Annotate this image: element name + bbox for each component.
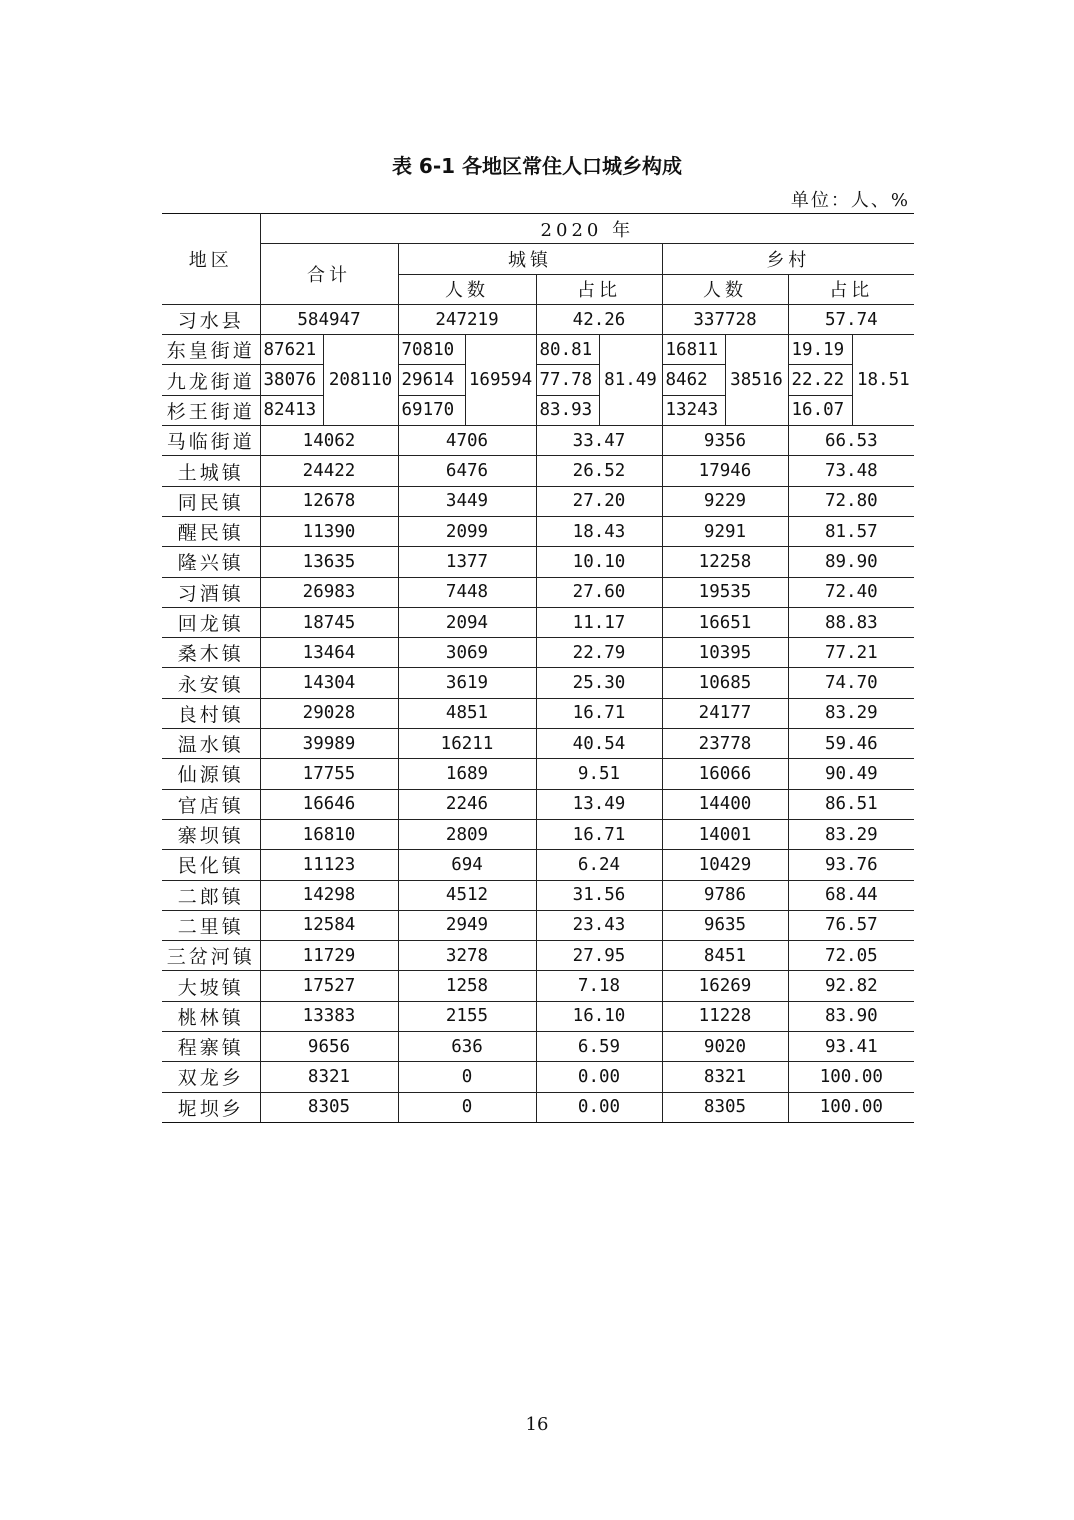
group-urban-count-cell: 169594: [465, 335, 536, 426]
region-name: 二郎镇: [162, 880, 260, 910]
region-name: 温水镇: [162, 729, 260, 759]
table-row: [162, 1032, 914, 1062]
urban-count-cell: 16211: [398, 729, 536, 759]
urban-header: 城镇: [398, 244, 662, 274]
urban-count-cell: 3619: [398, 668, 536, 698]
total-cell: 8305: [260, 1092, 398, 1122]
rural-share-cell: 76.57: [788, 910, 914, 940]
rural-share-cell: 72.40: [788, 577, 914, 607]
region-header: 地区: [162, 214, 260, 305]
region-name: 习水县: [162, 304, 260, 334]
urban-share-cell: 6.59: [536, 1032, 662, 1062]
rural-count-cell: 8462: [662, 365, 725, 395]
urban-share-cell: 16.71: [536, 698, 662, 728]
urban-share-header: 占比: [536, 274, 662, 304]
region-name: 坭坝乡: [162, 1092, 260, 1122]
table-row: [162, 698, 914, 728]
urban-share-cell: 27.95: [536, 941, 662, 971]
table-row: [162, 547, 914, 577]
region-name: 东皇街道: [162, 335, 260, 365]
rural-share-cell: 66.53: [788, 426, 914, 456]
unit-label: 单位：人、%: [790, 190, 910, 211]
table-row: [162, 941, 914, 971]
table-row: [162, 789, 914, 819]
urban-share-cell: 42.26: [536, 304, 662, 334]
total-cell: 82413: [260, 395, 323, 425]
urban-share-cell: 83.93: [536, 395, 599, 425]
rural-count-cell: 12258: [662, 547, 788, 577]
total-cell: 38076: [260, 365, 323, 395]
rural-count-cell: 10685: [662, 668, 788, 698]
urban-count-cell: 694: [398, 850, 536, 880]
total-cell: 16646: [260, 789, 398, 819]
urban-count-cell: 6476: [398, 456, 536, 486]
table-row: [162, 880, 914, 910]
urban-count-cell: 2094: [398, 607, 536, 637]
urban-count-cell: 0: [398, 1062, 536, 1092]
rural-share-cell: 83.29: [788, 698, 914, 728]
rural-count-cell: 9020: [662, 1032, 788, 1062]
total-cell: 13464: [260, 638, 398, 668]
rural-share-cell: 90.49: [788, 759, 914, 789]
urban-count-cell: 2949: [398, 910, 536, 940]
urban-count-cell: 4512: [398, 880, 536, 910]
urban-share-cell: 0.00: [536, 1062, 662, 1092]
table-row: [162, 729, 914, 759]
region-name: 双龙乡: [162, 1062, 260, 1092]
urban-share-cell: 7.18: [536, 971, 662, 1001]
rural-count-cell: 9229: [662, 486, 788, 516]
region-name: 大坡镇: [162, 971, 260, 1001]
urban-share-cell: 31.56: [536, 880, 662, 910]
table-row: [162, 759, 914, 789]
urban-share-cell: 80.81: [536, 335, 599, 365]
total-cell: 12584: [260, 910, 398, 940]
urban-count-cell: 1689: [398, 759, 536, 789]
rural-share-cell: 83.90: [788, 1001, 914, 1031]
urban-count-cell: 69170: [398, 395, 465, 425]
total-cell: 17527: [260, 971, 398, 1001]
rural-share-cell: 93.76: [788, 850, 914, 880]
rural-share-cell: 77.21: [788, 638, 914, 668]
total-cell: 13635: [260, 547, 398, 577]
urban-share-cell: 77.78: [536, 365, 599, 395]
rural-count-cell: 9635: [662, 910, 788, 940]
total-cell: 17755: [260, 759, 398, 789]
rural-header: 乡村: [662, 244, 914, 274]
region-name: 隆兴镇: [162, 547, 260, 577]
urban-share-cell: 0.00: [536, 1092, 662, 1122]
urban-count-cell: 2809: [398, 819, 536, 849]
year-header: 2020 年: [260, 214, 914, 244]
total-header: 合计: [260, 244, 398, 305]
page-number: 16: [525, 1414, 549, 1435]
urban-count-cell: 3278: [398, 941, 536, 971]
rural-share-cell: 88.83: [788, 607, 914, 637]
region-name: 习酒镇: [162, 577, 260, 607]
region-name: 永安镇: [162, 668, 260, 698]
urban-count-cell: 1258: [398, 971, 536, 1001]
rural-count-cell: 9291: [662, 516, 788, 546]
rural-count-cell: 8321: [662, 1062, 788, 1092]
rural-share-cell: 57.74: [788, 304, 914, 334]
rural-count-cell: 16651: [662, 607, 788, 637]
region-name: 仙源镇: [162, 759, 260, 789]
total-cell: 14304: [260, 668, 398, 698]
region-name: 官店镇: [162, 789, 260, 819]
urban-count-cell: 1377: [398, 547, 536, 577]
urban-share-cell: 9.51: [536, 759, 662, 789]
region-name: 三岔河镇: [162, 941, 260, 971]
rural-count-cell: 337728: [662, 304, 788, 334]
total-cell: 8321: [260, 1062, 398, 1092]
rural-count-cell: 10429: [662, 850, 788, 880]
urban-share-cell: 6.24: [536, 850, 662, 880]
urban-share-cell: 25.30: [536, 668, 662, 698]
population-table: [162, 213, 914, 1123]
region-name: 醒民镇: [162, 516, 260, 546]
urban-count-cell: 29614: [398, 365, 465, 395]
rural-share-cell: 16.07: [788, 395, 852, 425]
total-cell: 18745: [260, 607, 398, 637]
total-cell: 9656: [260, 1032, 398, 1062]
total-cell: 24422: [260, 456, 398, 486]
total-cell: 14298: [260, 880, 398, 910]
urban-share-cell: 27.60: [536, 577, 662, 607]
urban-count-cell: 3069: [398, 638, 536, 668]
urban-share-cell: 18.43: [536, 516, 662, 546]
urban-count-cell: 0: [398, 1092, 536, 1122]
rural-share-cell: 89.90: [788, 547, 914, 577]
rural-count-cell: 14400: [662, 789, 788, 819]
region-name: 同民镇: [162, 486, 260, 516]
table-row: [162, 1001, 914, 1031]
table-row: [162, 577, 914, 607]
rural-count-cell: 9356: [662, 426, 788, 456]
total-cell: 11390: [260, 516, 398, 546]
urban-count-cell: 4851: [398, 698, 536, 728]
urban-count-cell: 2155: [398, 1001, 536, 1031]
rural-share-cell: 73.48: [788, 456, 914, 486]
rural-count-cell: 13243: [662, 395, 725, 425]
total-cell: 87621: [260, 335, 323, 365]
region-name: 土城镇: [162, 456, 260, 486]
rural-count-header: 人数: [662, 274, 788, 304]
region-name: 桃林镇: [162, 1001, 260, 1031]
rural-share-cell: 68.44: [788, 880, 914, 910]
table-row: [162, 516, 914, 546]
rural-count-cell: 16269: [662, 971, 788, 1001]
rural-count-cell: 8451: [662, 941, 788, 971]
urban-count-cell: 2246: [398, 789, 536, 819]
rural-count-cell: 14001: [662, 819, 788, 849]
urban-share-cell: 10.10: [536, 547, 662, 577]
rural-share-cell: 93.41: [788, 1032, 914, 1062]
group-rural-count-cell: 38516: [725, 335, 788, 426]
table-row: [162, 819, 914, 849]
rural-count-cell: 23778: [662, 729, 788, 759]
total-cell: 39989: [260, 729, 398, 759]
region-name: 九龙街道: [162, 365, 260, 395]
rural-count-cell: 10395: [662, 638, 788, 668]
rural-count-cell: 9786: [662, 880, 788, 910]
urban-count-cell: 247219: [398, 304, 536, 334]
region-name: 二里镇: [162, 910, 260, 940]
region-name: 回龙镇: [162, 607, 260, 637]
rural-count-cell: 8305: [662, 1092, 788, 1122]
urban-share-cell: 33.47: [536, 426, 662, 456]
table-row: [162, 1062, 914, 1092]
rural-count-cell: 16811: [662, 335, 725, 365]
total-cell: 12678: [260, 486, 398, 516]
rural-share-cell: 86.51: [788, 789, 914, 819]
urban-count-cell: 636: [398, 1032, 536, 1062]
urban-count-cell: 70810: [398, 335, 465, 365]
group-rural-share-cell: 18.51: [852, 335, 914, 426]
total-cell: 11123: [260, 850, 398, 880]
region-name: 程寨镇: [162, 1032, 260, 1062]
urban-share-cell: 13.49: [536, 789, 662, 819]
table-row: [162, 304, 914, 334]
rural-count-cell: 16066: [662, 759, 788, 789]
urban-share-cell: 11.17: [536, 607, 662, 637]
total-cell: 11729: [260, 941, 398, 971]
table-row: [162, 456, 914, 486]
region-name: 马临街道: [162, 426, 260, 456]
table-title: 表 6-1 各地区常住人口城乡构成: [391, 154, 683, 178]
total-cell: 13383: [260, 1001, 398, 1031]
rural-count-cell: 19535: [662, 577, 788, 607]
table-row: [162, 668, 914, 698]
urban-count-cell: 2099: [398, 516, 536, 546]
group-total-cell: 208110: [323, 335, 398, 426]
total-cell: 14062: [260, 426, 398, 456]
region-name: 寨坝镇: [162, 819, 260, 849]
rural-share-cell: 72.05: [788, 941, 914, 971]
rural-count-cell: 17946: [662, 456, 788, 486]
rural-count-cell: 24177: [662, 698, 788, 728]
rural-share-cell: 74.70: [788, 668, 914, 698]
rural-share-cell: 83.29: [788, 819, 914, 849]
urban-share-cell: 22.79: [536, 638, 662, 668]
group-urban-share-cell: 81.49: [599, 335, 662, 426]
urban-count-header: 人数: [398, 274, 536, 304]
table-row: [162, 638, 914, 668]
table-row: [162, 486, 914, 516]
urban-count-cell: 7448: [398, 577, 536, 607]
total-cell: 584947: [260, 304, 398, 334]
region-name: 杉王街道: [162, 395, 260, 425]
urban-share-cell: 27.20: [536, 486, 662, 516]
urban-count-cell: 3449: [398, 486, 536, 516]
table-row: [162, 607, 914, 637]
rural-share-cell: 19.19: [788, 335, 852, 365]
table-row: [162, 971, 914, 1001]
urban-share-cell: 16.10: [536, 1001, 662, 1031]
table-row: [162, 395, 914, 425]
region-name: 良村镇: [162, 698, 260, 728]
table-row: [162, 850, 914, 880]
total-cell: 29028: [260, 698, 398, 728]
rural-share-cell: 59.46: [788, 729, 914, 759]
urban-share-cell: 40.54: [536, 729, 662, 759]
rural-share-cell: 92.82: [788, 971, 914, 1001]
urban-share-cell: 26.52: [536, 456, 662, 486]
region-name: 民化镇: [162, 850, 260, 880]
rural-share-cell: 81.57: [788, 516, 914, 546]
rural-share-cell: 72.80: [788, 486, 914, 516]
table-row: [162, 335, 914, 365]
urban-share-cell: 16.71: [536, 819, 662, 849]
rural-share-cell: 100.00: [788, 1062, 914, 1092]
rural-share-cell: 100.00: [788, 1092, 914, 1122]
urban-share-cell: 23.43: [536, 910, 662, 940]
rural-count-cell: 11228: [662, 1001, 788, 1031]
table-row: [162, 1092, 914, 1122]
region-name: 桑木镇: [162, 638, 260, 668]
table-row: [162, 365, 914, 395]
table-row: [162, 426, 914, 456]
total-cell: 16810: [260, 819, 398, 849]
table-row: [162, 910, 914, 940]
urban-count-cell: 4706: [398, 426, 536, 456]
rural-share-cell: 22.22: [788, 365, 852, 395]
total-cell: 26983: [260, 577, 398, 607]
rural-share-header: 占比: [788, 274, 914, 304]
